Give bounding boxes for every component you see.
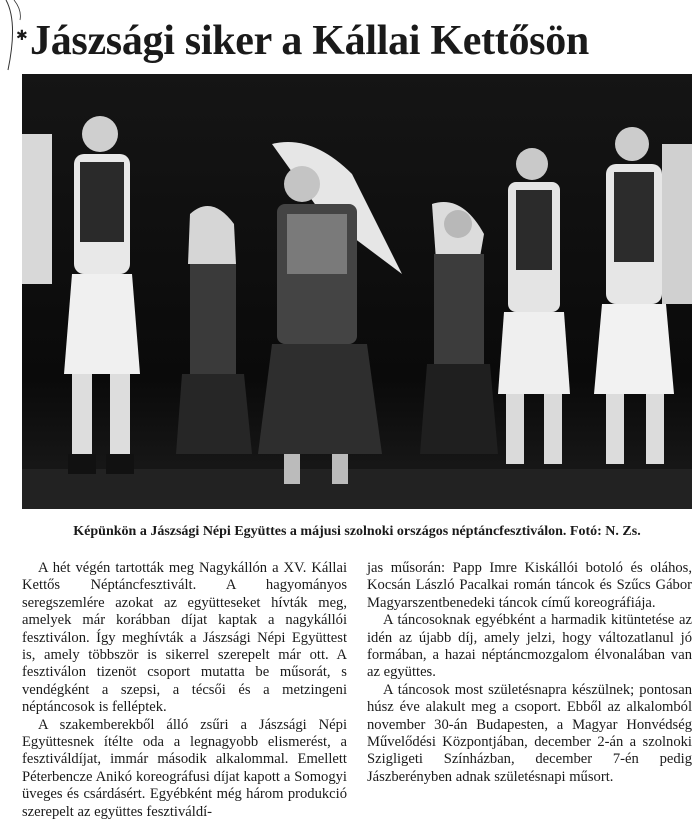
article-paragraph: A szakemberekből álló zsűri a Jászsági Népi Együttesnek ítélte oda a legnagyobb elismerést, a fesztiváldíjat, immár második alkalommal. Emellett Péterbencze Anikó koreográfusi díjat kapott a Somogyi üveges és csárdásért. Egyébként még három produkció szerepelt az együttes fesztiváldí- bbox=[22, 716, 347, 820]
article-headline: Jászsági siker a Kállai Kettősön bbox=[30, 18, 589, 64]
article-paragraph: A táncosok most születésnapra készülnek; pontosan húsz éve alakult meg a csoport. Ebből az alkalomból november 30-án Budapesten, a Magyar Honvédség Művelődési Központjában, december 2-án a szolnoki Szigligeti Színházban, december 7-én pedig Jászberényben adnak születésnapi műsort. bbox=[367, 681, 692, 785]
asterisk-icon: ✱ bbox=[16, 29, 28, 44]
photo-illustration bbox=[22, 74, 692, 509]
article-column-left bbox=[22, 560, 347, 820]
article-paragraph: A hét végén tartották meg Nagykállón a XV. Kállai Kettős Néptáncfesztivált. A hagyományos seregszemlére azokat az együtteseket hívták meg, amelyek már korábban díjat kaptak a nagykállói fesztiválon. Így meghívták a Jászsági Népi Együttest is, amely többször is sikerrel szerepelt már ott. A fesztiválon tizenöt csoport mutatta be műsorát, s vendégként a szepsi, a técsői és a metzingeni néptáncosok is felléptek. bbox=[22, 560, 347, 716]
article-paragraph: A táncosoknak egyébként a harmadik kitüntetése az idén az újabb díj, amely jelzi, hogy változatlanul jó formában, a hazai néptáncmozgalom élvonalában van az együttes. bbox=[367, 612, 692, 681]
article-paragraph: jas műsorán: Papp Imre Kiskállói botoló és oláhos, Kocsán László Pacalkai román táncok és Szűcs Gábor Magyarszentbenedeki táncok című koreográfiája. bbox=[367, 560, 692, 611]
article-column-right bbox=[367, 560, 692, 811]
folk-dancers-photo bbox=[22, 74, 692, 509]
photo-caption: Képünkön a Jászsági Népi Együttes a májusi szolnoki országos néptáncfesztiválon. Fotó: N. Zs. bbox=[73, 524, 641, 539]
